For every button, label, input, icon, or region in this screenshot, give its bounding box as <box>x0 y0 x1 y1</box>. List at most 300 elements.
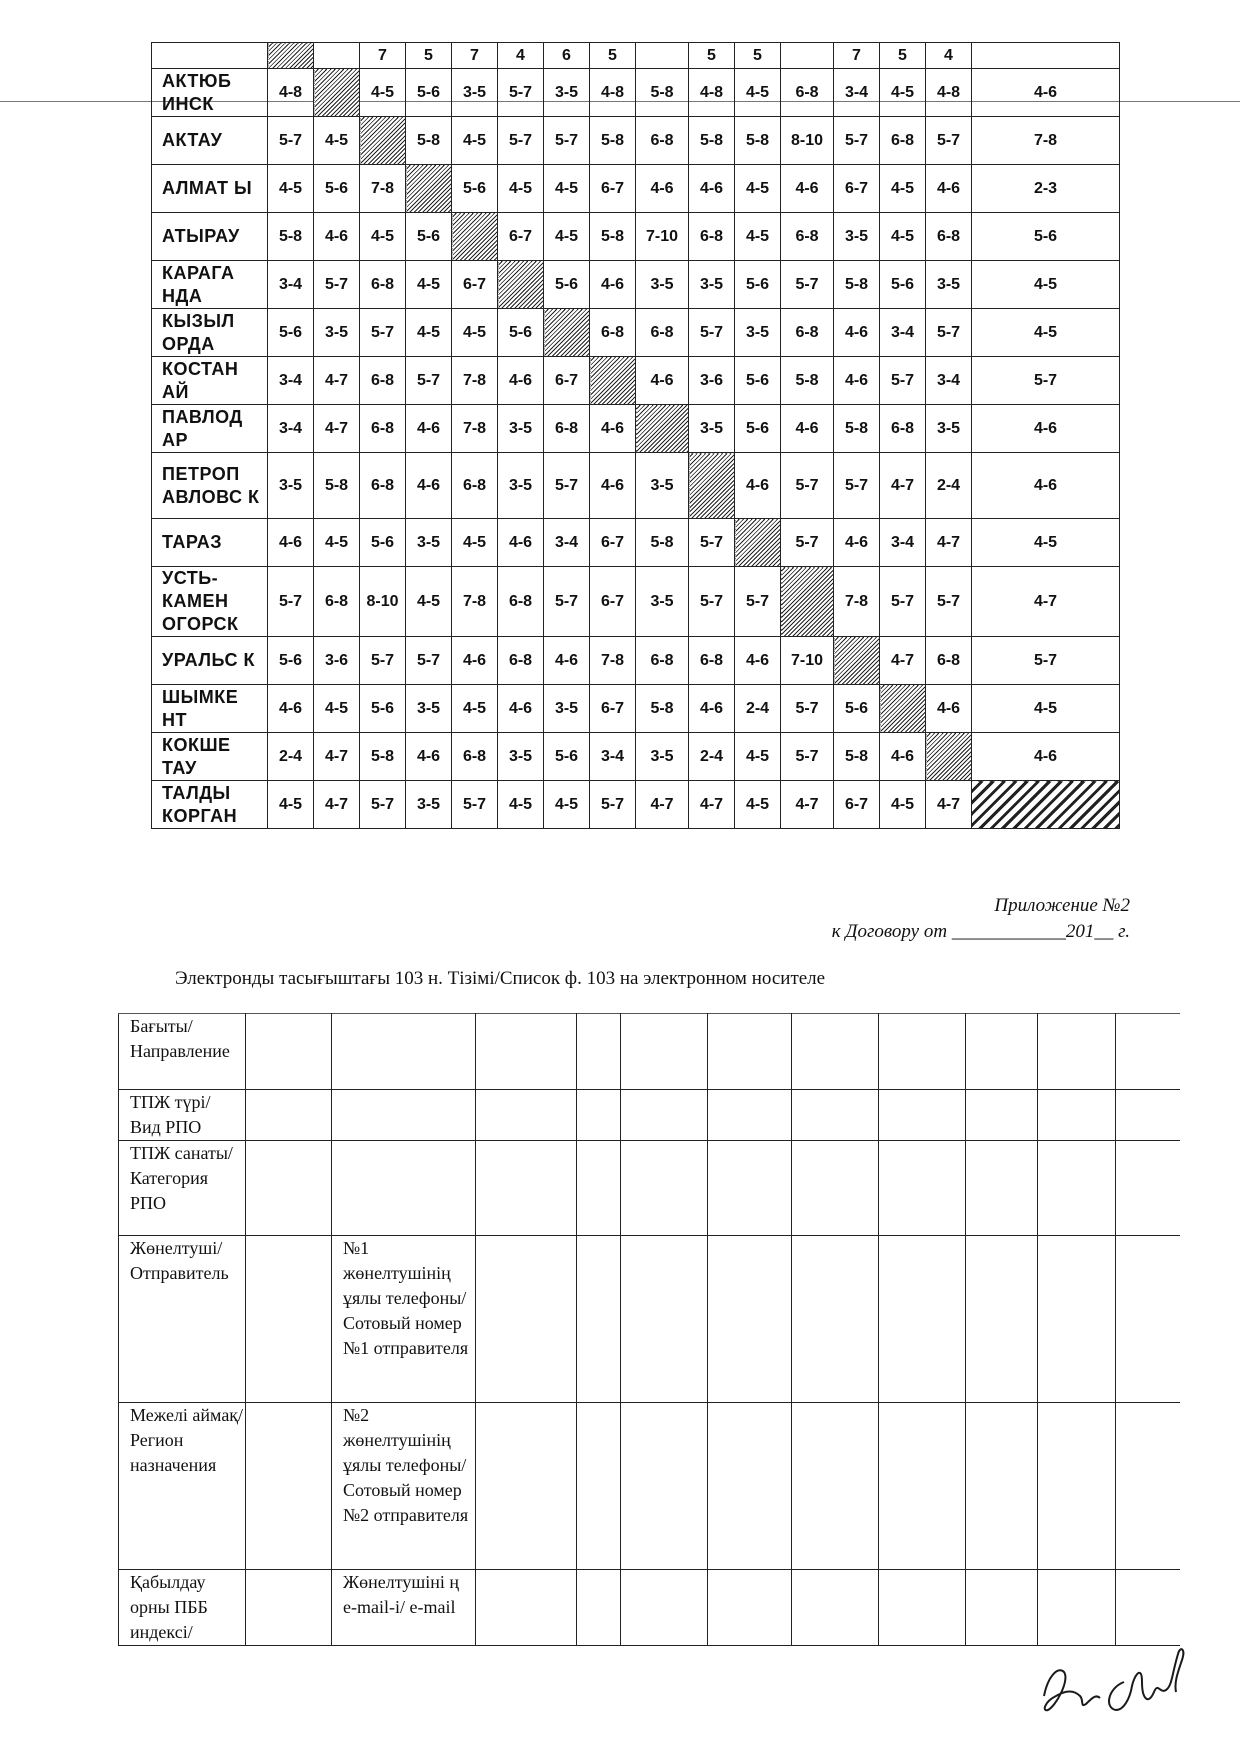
form-field-note: №1 жөнелтушінің ұялы телефоны/ Сотовый номер №1 отправителя <box>332 1236 476 1403</box>
matrix-cell: 6-8 <box>636 309 689 357</box>
matrix-cell: 3-4 <box>926 357 972 405</box>
form-empty-cell <box>621 1014 708 1090</box>
form-row <box>119 1014 1180 1090</box>
form-empty-cell <box>577 1403 621 1570</box>
matrix-hatched-cell <box>360 117 406 165</box>
form-empty-cell <box>246 1090 332 1141</box>
matrix-cell: 2-4 <box>735 685 781 733</box>
matrix-cell: 4-5 <box>360 69 406 117</box>
matrix-cell: 3-4 <box>880 519 926 567</box>
matrix-cell: 4-5 <box>452 685 498 733</box>
form-empty-cell <box>708 1403 792 1570</box>
matrix-cell: 4-5 <box>880 165 926 213</box>
matrix-city-label: АЛМАТ Ы <box>152 165 268 213</box>
matrix-cell <box>972 43 1120 69</box>
matrix-cell: 3-5 <box>406 781 452 829</box>
matrix-cell: 4-6 <box>636 357 689 405</box>
form-empty-cell <box>476 1141 577 1236</box>
form-empty-cell <box>708 1570 792 1646</box>
form-empty-cell <box>966 1090 1038 1141</box>
matrix-cell: 3-5 <box>498 733 544 781</box>
form-empty-cell <box>577 1090 621 1141</box>
matrix-cell: 4-7 <box>636 781 689 829</box>
form-row <box>119 1570 1180 1646</box>
matrix-cell: 3-6 <box>314 637 360 685</box>
matrix-cell: 4-6 <box>406 405 452 453</box>
form-row-label: ТПЖ санаты/ Категория РПО <box>119 1141 246 1236</box>
matrix-row <box>152 781 1120 829</box>
matrix-cell: 4-5 <box>360 213 406 261</box>
form-row-label: Бағыты/ Направление <box>119 1014 246 1090</box>
form-empty-cell <box>792 1570 879 1646</box>
matrix-city-label <box>152 43 268 69</box>
matrix-cell: 4-6 <box>972 733 1120 781</box>
matrix-cell: 5-7 <box>360 637 406 685</box>
matrix-cell: 6-8 <box>636 117 689 165</box>
matrix-cell: 3-5 <box>636 567 689 637</box>
matrix-cell: 4-5 <box>406 567 452 637</box>
matrix-cell: 5-6 <box>498 309 544 357</box>
matrix-cell: 5-8 <box>636 519 689 567</box>
matrix-hatched-cell <box>452 213 498 261</box>
matrix-cell: 4-6 <box>314 213 360 261</box>
matrix-cell: 6-8 <box>360 405 406 453</box>
matrix-cell: 5-8 <box>834 733 880 781</box>
matrix-cell: 3-4 <box>268 261 314 309</box>
matrix-cell: 4-5 <box>972 519 1120 567</box>
matrix-cell: 4-5 <box>452 309 498 357</box>
form-empty-cell <box>708 1014 792 1090</box>
form-empty-cell <box>1038 1236 1116 1403</box>
matrix-cell: 5-8 <box>314 453 360 519</box>
matrix-cell: 5-7 <box>544 117 590 165</box>
matrix-cell: 4-6 <box>926 165 972 213</box>
matrix-hatched-cell <box>880 685 926 733</box>
matrix-cell: 5-6 <box>972 213 1120 261</box>
matrix-cell: 3-5 <box>926 405 972 453</box>
matrix-city-label: КАРАГА НДА <box>152 261 268 309</box>
matrix-cell: 3-4 <box>834 69 880 117</box>
form-row <box>119 1090 1180 1141</box>
matrix-city-label: УСТЬ-КАМЕН ОГОРСК <box>152 567 268 637</box>
matrix-cell: 4-5 <box>880 69 926 117</box>
matrix-cell: 4-7 <box>314 733 360 781</box>
matrix-cell: 5-6 <box>735 357 781 405</box>
matrix-cell: 4-6 <box>781 165 834 213</box>
matrix-cell: 7 <box>360 43 406 69</box>
matrix-city-label: ШЫМКЕ НТ <box>152 685 268 733</box>
matrix-cell: 5-8 <box>590 117 636 165</box>
matrix-cell: 4-5 <box>314 685 360 733</box>
matrix-cell: 5-7 <box>544 567 590 637</box>
matrix-hatched-cell <box>926 733 972 781</box>
matrix-cell: 6-8 <box>314 567 360 637</box>
form-empty-cell <box>1116 1403 1180 1570</box>
matrix-cell: 6-8 <box>880 117 926 165</box>
matrix-cell: 6-8 <box>360 357 406 405</box>
matrix-cell: 7-8 <box>972 117 1120 165</box>
matrix-cell: 5-8 <box>834 261 880 309</box>
form-103-table <box>118 1013 1180 1646</box>
matrix-row <box>152 165 1120 213</box>
matrix-cell: 5-7 <box>926 117 972 165</box>
matrix-cell: 3-5 <box>689 261 735 309</box>
matrix-cell: 6-8 <box>590 309 636 357</box>
matrix-cell: 4-5 <box>498 165 544 213</box>
form-empty-cell <box>708 1141 792 1236</box>
matrix-cell: 4-5 <box>268 165 314 213</box>
matrix-city-label: КЫЗЫЛ ОРДА <box>152 309 268 357</box>
form-empty-cell <box>577 1014 621 1090</box>
matrix-cell: 3-5 <box>268 453 314 519</box>
matrix-cell: 4-6 <box>834 309 880 357</box>
matrix-cell: 5-8 <box>636 685 689 733</box>
matrix-row <box>152 567 1120 637</box>
matrix-cell: 5-7 <box>590 781 636 829</box>
form-empty-cell <box>966 1014 1038 1090</box>
form-empty-cell <box>1116 1141 1180 1236</box>
matrix-city-label: УРАЛЬС К <box>152 637 268 685</box>
matrix-cell: 5-8 <box>406 117 452 165</box>
form-empty-cell <box>792 1090 879 1141</box>
matrix-cell: 4-5 <box>735 733 781 781</box>
matrix-cell: 5-8 <box>268 213 314 261</box>
matrix-cell: 4-8 <box>689 69 735 117</box>
matrix-cell: 6-8 <box>636 637 689 685</box>
matrix-cell: 4-5 <box>880 781 926 829</box>
form-empty-cell <box>966 1570 1038 1646</box>
form-empty-cell <box>246 1236 332 1403</box>
matrix-cell: 5-7 <box>926 567 972 637</box>
matrix-cell: 3-4 <box>590 733 636 781</box>
matrix-cell: 6-8 <box>544 405 590 453</box>
form-empty-cell <box>1116 1570 1180 1646</box>
matrix-cell: 5-7 <box>972 637 1120 685</box>
matrix-cell: 5-6 <box>406 69 452 117</box>
matrix-hatched-cell <box>406 165 452 213</box>
matrix-row <box>152 733 1120 781</box>
matrix-cell: 3-6 <box>689 357 735 405</box>
matrix-row <box>152 685 1120 733</box>
matrix-cell: 5-6 <box>735 405 781 453</box>
matrix-cell: 4-6 <box>590 405 636 453</box>
form-row <box>119 1141 1180 1236</box>
matrix-cell: 4-7 <box>781 781 834 829</box>
matrix-cell: 5-7 <box>544 453 590 519</box>
matrix-cell: 5-7 <box>880 567 926 637</box>
matrix-cell: 5-8 <box>689 117 735 165</box>
matrix-hatched-cell <box>735 519 781 567</box>
form-empty-cell <box>246 1014 332 1090</box>
matrix-cell: 4 <box>926 43 972 69</box>
matrix-hatched-cell <box>781 567 834 637</box>
matrix-cell: 6-8 <box>781 213 834 261</box>
matrix-cell: 6-8 <box>498 567 544 637</box>
form-empty-cell <box>879 1090 966 1141</box>
form-empty-cell <box>1038 1014 1116 1090</box>
matrix-cell: 6-8 <box>781 69 834 117</box>
matrix-hatched-cell <box>636 405 689 453</box>
matrix-row <box>152 357 1120 405</box>
matrix-cell: 5-6 <box>834 685 880 733</box>
form-empty-cell <box>246 1570 332 1646</box>
form-103-title: Электронды тасығыштағы 103 н. Тізімі/Список ф. 103 на электронном носителе <box>175 968 826 989</box>
form-row <box>119 1403 1180 1570</box>
matrix-row <box>152 261 1120 309</box>
matrix-cell: 2-4 <box>926 453 972 519</box>
matrix-cell: 5-8 <box>781 357 834 405</box>
matrix-cell: 5-6 <box>406 213 452 261</box>
matrix-cell: 4-6 <box>880 733 926 781</box>
matrix-row <box>152 69 1120 117</box>
form-empty-cell <box>708 1236 792 1403</box>
matrix-cell: 3-5 <box>452 69 498 117</box>
matrix-cell: 3-5 <box>406 685 452 733</box>
form-empty-cell <box>332 1141 476 1236</box>
matrix-cell: 4-5 <box>498 781 544 829</box>
matrix-cell: 4-7 <box>880 453 926 519</box>
form-empty-cell <box>792 1141 879 1236</box>
form-empty-cell <box>246 1403 332 1570</box>
matrix-hatched-cell <box>498 261 544 309</box>
matrix-city-label: КОКШЕ ТАУ <box>152 733 268 781</box>
matrix-cell: 5-7 <box>498 117 544 165</box>
matrix-cell: 5 <box>735 43 781 69</box>
form-field-note: Жөнелтушіні ң e-mail-i/ e-mail <box>332 1570 476 1646</box>
form-empty-cell <box>621 1570 708 1646</box>
matrix-cell: 5-6 <box>268 309 314 357</box>
matrix-cell: 7-8 <box>452 405 498 453</box>
form-empty-cell <box>792 1236 879 1403</box>
matrix-cell: 3-4 <box>544 519 590 567</box>
matrix-cell: 6-8 <box>452 453 498 519</box>
matrix-cell: 5-8 <box>590 213 636 261</box>
matrix-hatched-cell <box>268 43 314 69</box>
matrix-cell: 5-7 <box>834 453 880 519</box>
matrix-cell: 5-7 <box>268 117 314 165</box>
form-empty-cell <box>1038 1403 1116 1570</box>
matrix-cell: 4-6 <box>735 453 781 519</box>
matrix-cell: 6-7 <box>452 261 498 309</box>
matrix-cell: 3-5 <box>544 69 590 117</box>
form-empty-cell <box>621 1403 708 1570</box>
matrix-cell: 4-5 <box>735 69 781 117</box>
matrix-cell: 5-7 <box>781 733 834 781</box>
matrix-cell: 6-8 <box>781 309 834 357</box>
matrix-cell: 6 <box>544 43 590 69</box>
matrix-cell: 5-7 <box>360 781 406 829</box>
matrix-cell: 5-7 <box>834 117 880 165</box>
form-empty-cell <box>1116 1014 1180 1090</box>
matrix-cell: 5-7 <box>689 567 735 637</box>
matrix-cell: 4-6 <box>498 357 544 405</box>
matrix-cell: 4-7 <box>314 357 360 405</box>
matrix-city-label: ТАРАЗ <box>152 519 268 567</box>
matrix-cell: 5-7 <box>781 261 834 309</box>
form-empty-cell <box>476 1570 577 1646</box>
matrix-city-label: ПАВЛОД АР <box>152 405 268 453</box>
matrix-row <box>152 213 1120 261</box>
matrix-cell: 5 <box>590 43 636 69</box>
matrix-cell <box>636 43 689 69</box>
matrix-cell: 6-7 <box>590 165 636 213</box>
form-empty-cell <box>879 1014 966 1090</box>
matrix-cell: 4-8 <box>590 69 636 117</box>
matrix-cell: 5-7 <box>781 453 834 519</box>
matrix-cell: 5-7 <box>689 519 735 567</box>
matrix-cell: 5 <box>406 43 452 69</box>
matrix-cell: 5-7 <box>498 69 544 117</box>
matrix-cell: 4-5 <box>544 213 590 261</box>
matrix-hatched-cell <box>590 357 636 405</box>
matrix-cell: 5 <box>689 43 735 69</box>
matrix-cell: 4-7 <box>926 781 972 829</box>
matrix-hatched-cell <box>689 453 735 519</box>
matrix-cell: 4-5 <box>880 213 926 261</box>
form-empty-cell <box>879 1141 966 1236</box>
matrix-cell: 4-6 <box>735 637 781 685</box>
form-empty-cell <box>966 1236 1038 1403</box>
handwritten-signature <box>1038 1640 1198 1720</box>
matrix-cell: 5-6 <box>360 685 406 733</box>
form-empty-cell <box>246 1141 332 1236</box>
matrix-cell: 4-6 <box>544 637 590 685</box>
form-empty-cell <box>621 1236 708 1403</box>
matrix-cell: 4-6 <box>452 637 498 685</box>
matrix-cell: 4-5 <box>452 117 498 165</box>
matrix-cell: 6-8 <box>360 453 406 519</box>
matrix-cell: 2-4 <box>689 733 735 781</box>
form-empty-cell <box>966 1403 1038 1570</box>
form-empty-cell <box>1116 1090 1180 1141</box>
matrix-cell: 5-6 <box>314 165 360 213</box>
matrix-cell: 4-6 <box>406 453 452 519</box>
matrix-city-label: АКТЮБ ИНСК <box>152 69 268 117</box>
matrix-cell: 4-5 <box>735 165 781 213</box>
matrix-cell: 5-6 <box>735 261 781 309</box>
form-empty-cell <box>577 1570 621 1646</box>
form-row-label: ТПЖ түрі/ Вид РПО <box>119 1090 246 1141</box>
matrix-cell: 5-7 <box>781 519 834 567</box>
matrix-cell: 4-6 <box>590 261 636 309</box>
matrix-cell: 4-6 <box>972 453 1120 519</box>
matrix-cell: 7 <box>834 43 880 69</box>
matrix-cell: 2-4 <box>268 733 314 781</box>
form-empty-cell <box>476 1090 577 1141</box>
matrix-cell: 5 <box>880 43 926 69</box>
matrix-cell: 3-5 <box>636 261 689 309</box>
matrix-cell: 2-3 <box>972 165 1120 213</box>
matrix-cell: 4-6 <box>268 685 314 733</box>
matrix-cell: 3-5 <box>544 685 590 733</box>
matrix-cell: 6-8 <box>926 637 972 685</box>
matrix-cell: 8-10 <box>360 567 406 637</box>
matrix-cell: 3-5 <box>735 309 781 357</box>
matrix-cell: 6-8 <box>360 261 406 309</box>
matrix-cell: 3-5 <box>834 213 880 261</box>
matrix-cell: 6-7 <box>590 519 636 567</box>
matrix-cell: 4-6 <box>834 357 880 405</box>
form-empty-cell <box>621 1141 708 1236</box>
matrix-cell: 4-5 <box>735 781 781 829</box>
matrix-cell: 5-6 <box>544 733 590 781</box>
matrix-cell: 7-8 <box>590 637 636 685</box>
matrix-cell: 5-7 <box>314 261 360 309</box>
matrix-row <box>152 43 1120 69</box>
matrix-cell: 5-8 <box>834 405 880 453</box>
matrix-cell: 5-7 <box>689 309 735 357</box>
matrix-cell: 4-5 <box>314 117 360 165</box>
matrix-cell: 4-6 <box>498 519 544 567</box>
matrix-cell: 4-7 <box>689 781 735 829</box>
matrix-city-label: АКТАУ <box>152 117 268 165</box>
matrix-cell: 5-7 <box>452 781 498 829</box>
form-empty-cell <box>1116 1236 1180 1403</box>
form-empty-cell <box>792 1403 879 1570</box>
matrix-cell: 5-8 <box>360 733 406 781</box>
matrix-cell: 4-7 <box>972 567 1120 637</box>
matrix-cell: 6-8 <box>689 213 735 261</box>
matrix-cell: 4-5 <box>735 213 781 261</box>
matrix-hatched-cell <box>834 637 880 685</box>
matrix-cell: 5-8 <box>636 69 689 117</box>
form-empty-cell <box>332 1014 476 1090</box>
matrix-cell: 4-7 <box>314 405 360 453</box>
form-field-note: №2 жөнелтушінің ұялы телефоны/ Сотовый номер №2 отправителя <box>332 1403 476 1570</box>
matrix-city-label: ПЕТРОП АВЛОВС К <box>152 453 268 519</box>
matrix-row <box>152 519 1120 567</box>
form-empty-cell <box>879 1570 966 1646</box>
matrix-cell: 3-5 <box>636 453 689 519</box>
annex-contract-line: к Договору от ____________201__ г. <box>831 921 1130 942</box>
form-empty-cell <box>476 1014 577 1090</box>
form-row-label: Жөнелтуші/ Отправитель <box>119 1236 246 1403</box>
matrix-cell: 4-8 <box>268 69 314 117</box>
matrix-cell: 5-7 <box>268 567 314 637</box>
matrix-cell <box>781 43 834 69</box>
matrix-cell: 4-7 <box>880 637 926 685</box>
matrix-cell: 7-8 <box>360 165 406 213</box>
matrix-cell: 6-7 <box>498 213 544 261</box>
form-empty-cell <box>621 1090 708 1141</box>
matrix-cell: 3-4 <box>880 309 926 357</box>
matrix-cell: 5-6 <box>360 519 406 567</box>
matrix-cell: 6-7 <box>590 567 636 637</box>
matrix-row <box>152 405 1120 453</box>
matrix-cell: 4-5 <box>972 685 1120 733</box>
matrix-cell: 3-5 <box>689 405 735 453</box>
matrix-cell: 5-7 <box>406 357 452 405</box>
matrix-cell: 4-5 <box>452 519 498 567</box>
matrix-cell: 4-5 <box>972 261 1120 309</box>
form-empty-cell <box>1038 1090 1116 1141</box>
form-row-label: Қабылдау орны ПББ индексі/ <box>119 1570 246 1646</box>
delivery-time-matrix <box>151 42 1120 829</box>
matrix-cell: 3-5 <box>498 405 544 453</box>
matrix-cell: 4-7 <box>314 781 360 829</box>
matrix-cell: 4 <box>498 43 544 69</box>
matrix-cell: 3-5 <box>314 309 360 357</box>
form-empty-cell <box>966 1141 1038 1236</box>
matrix-cell: 6-7 <box>834 165 880 213</box>
matrix-cell: 5-6 <box>452 165 498 213</box>
matrix-cell: 4-6 <box>926 685 972 733</box>
form-empty-cell <box>476 1236 577 1403</box>
matrix-cell: 4-6 <box>636 165 689 213</box>
matrix-cell: 4-6 <box>972 69 1120 117</box>
form-empty-cell <box>332 1090 476 1141</box>
matrix-cell: 5-8 <box>735 117 781 165</box>
